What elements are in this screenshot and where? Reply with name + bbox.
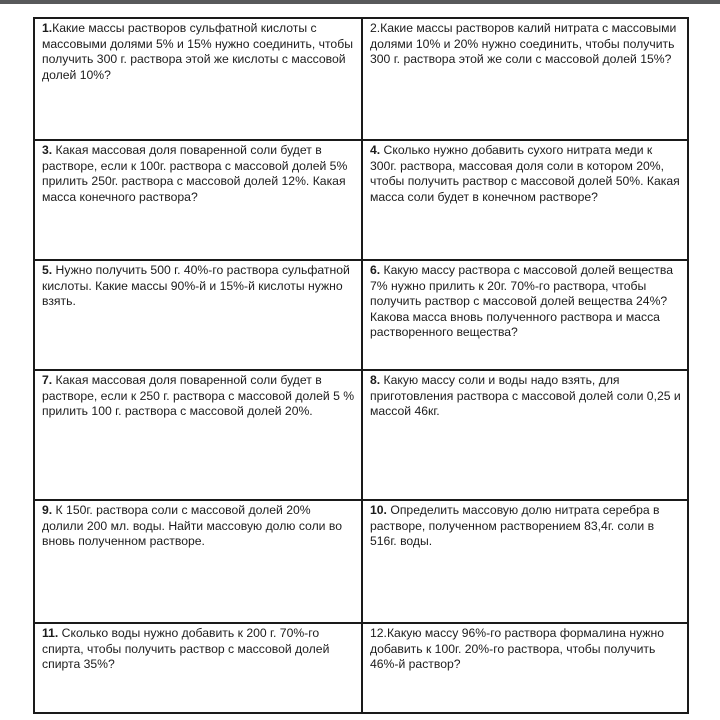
task-number: 4. (370, 143, 381, 157)
task-text: Какую массу раствора с массовой долей вещества 7% нужно прилить к 20г. 70%-го раствора, чтобы получить раствор с массовой долей вещества 24%? Какова масса вновь полученного раствора и масса растворенного вещества? (370, 263, 673, 340)
task-text: Какие массы растворов сульфатной кислоты с массовыми долями 5% и 15% нужно соединить, чтобы получить 300 г. раствора этой же кислоты с массовой долей 10%? (42, 21, 353, 82)
task-cell-11 (34, 623, 362, 713)
table-row (34, 370, 688, 500)
task-table (33, 17, 689, 714)
task-cell-2 (362, 18, 688, 140)
task-number: 11. (42, 626, 59, 640)
task-number: 2. (370, 21, 381, 35)
task-text: Какую массу 96%-го раствора формалина нужно добавить к 100г. 20%-го раствора, чтобы получить 46%-й раствор? (370, 626, 665, 672)
task-cell-8 (362, 370, 688, 500)
task-cell-1 (34, 18, 362, 140)
task-number: 1. (42, 21, 53, 35)
task-cell-10 (362, 500, 688, 623)
task-number: 9. (42, 503, 53, 517)
task-cell-6 (362, 260, 688, 370)
task-text: Определить массовую долю нитрата серебра в растворе, полученном растворением 83,4г. соли в 516г. воды. (370, 503, 660, 549)
task-text: Какую массу соли и воды надо взять, для приготовления раствора с массовой долей соли 0,25 и массой 46кг. (370, 373, 681, 419)
top-bar (0, 0, 720, 4)
task-number: 7. (42, 373, 53, 387)
task-cell-12 (362, 623, 688, 713)
task-text: Какая массовая доля поваренной соли будет в растворе, если к 100г. раствора с массовой долей 5% прилить 250г. раствора с массовой долей 12%. Какая масса конечного раствора? (42, 143, 348, 204)
task-number: 12. (370, 626, 387, 640)
task-text: Сколько нужно добавить сухого нитрата меди к 300г. раствора, массовая доля соли в котором 20%, чтобы получить раствор с массовой долей 50%. Какая масса соли будет в конечном растворе? (370, 143, 680, 204)
task-number: 3. (42, 143, 53, 157)
task-number: 6. (370, 263, 381, 277)
task-number: 8. (370, 373, 381, 387)
table-row (34, 623, 688, 713)
table-row (34, 260, 688, 370)
task-cell-5 (34, 260, 362, 370)
table-row (34, 500, 688, 623)
task-number: 5. (42, 263, 53, 277)
task-text: К 150г. раствора соли с массовой долей 20% долили 200 мл. воды. Найти массовую долю соли во вновь полученном растворе. (42, 503, 342, 549)
task-cell-3 (34, 140, 362, 260)
task-cell-9 (34, 500, 362, 623)
task-cell-4 (362, 140, 688, 260)
task-number: 10. (370, 503, 387, 517)
table-row (34, 18, 688, 140)
table-row (34, 140, 688, 260)
task-text: Какие массы растворов калий нитрата с массовыми долями 10% и 20% нужно соединить, чтобы получить 300 г. раствора этой же соли с массовой долей 15%? (370, 21, 677, 67)
task-cell-7 (34, 370, 362, 500)
task-text: Какая массовая доля поваренной соли будет в растворе, если к 250 г. раствора с массовой долей 5 % прилить 100 г. раствора с массовой долей 20%. (42, 373, 355, 419)
task-text: Сколько воды нужно добавить к 200 г. 70%-го спирта, чтобы получить раствор с массовой долей спирта 35%? (42, 626, 330, 672)
task-text: Нужно получить 500 г. 40%-го раствора сульфатной кислоты. Какие массы 90%-й и 15%-й кислоты нужно взять. (42, 263, 350, 309)
